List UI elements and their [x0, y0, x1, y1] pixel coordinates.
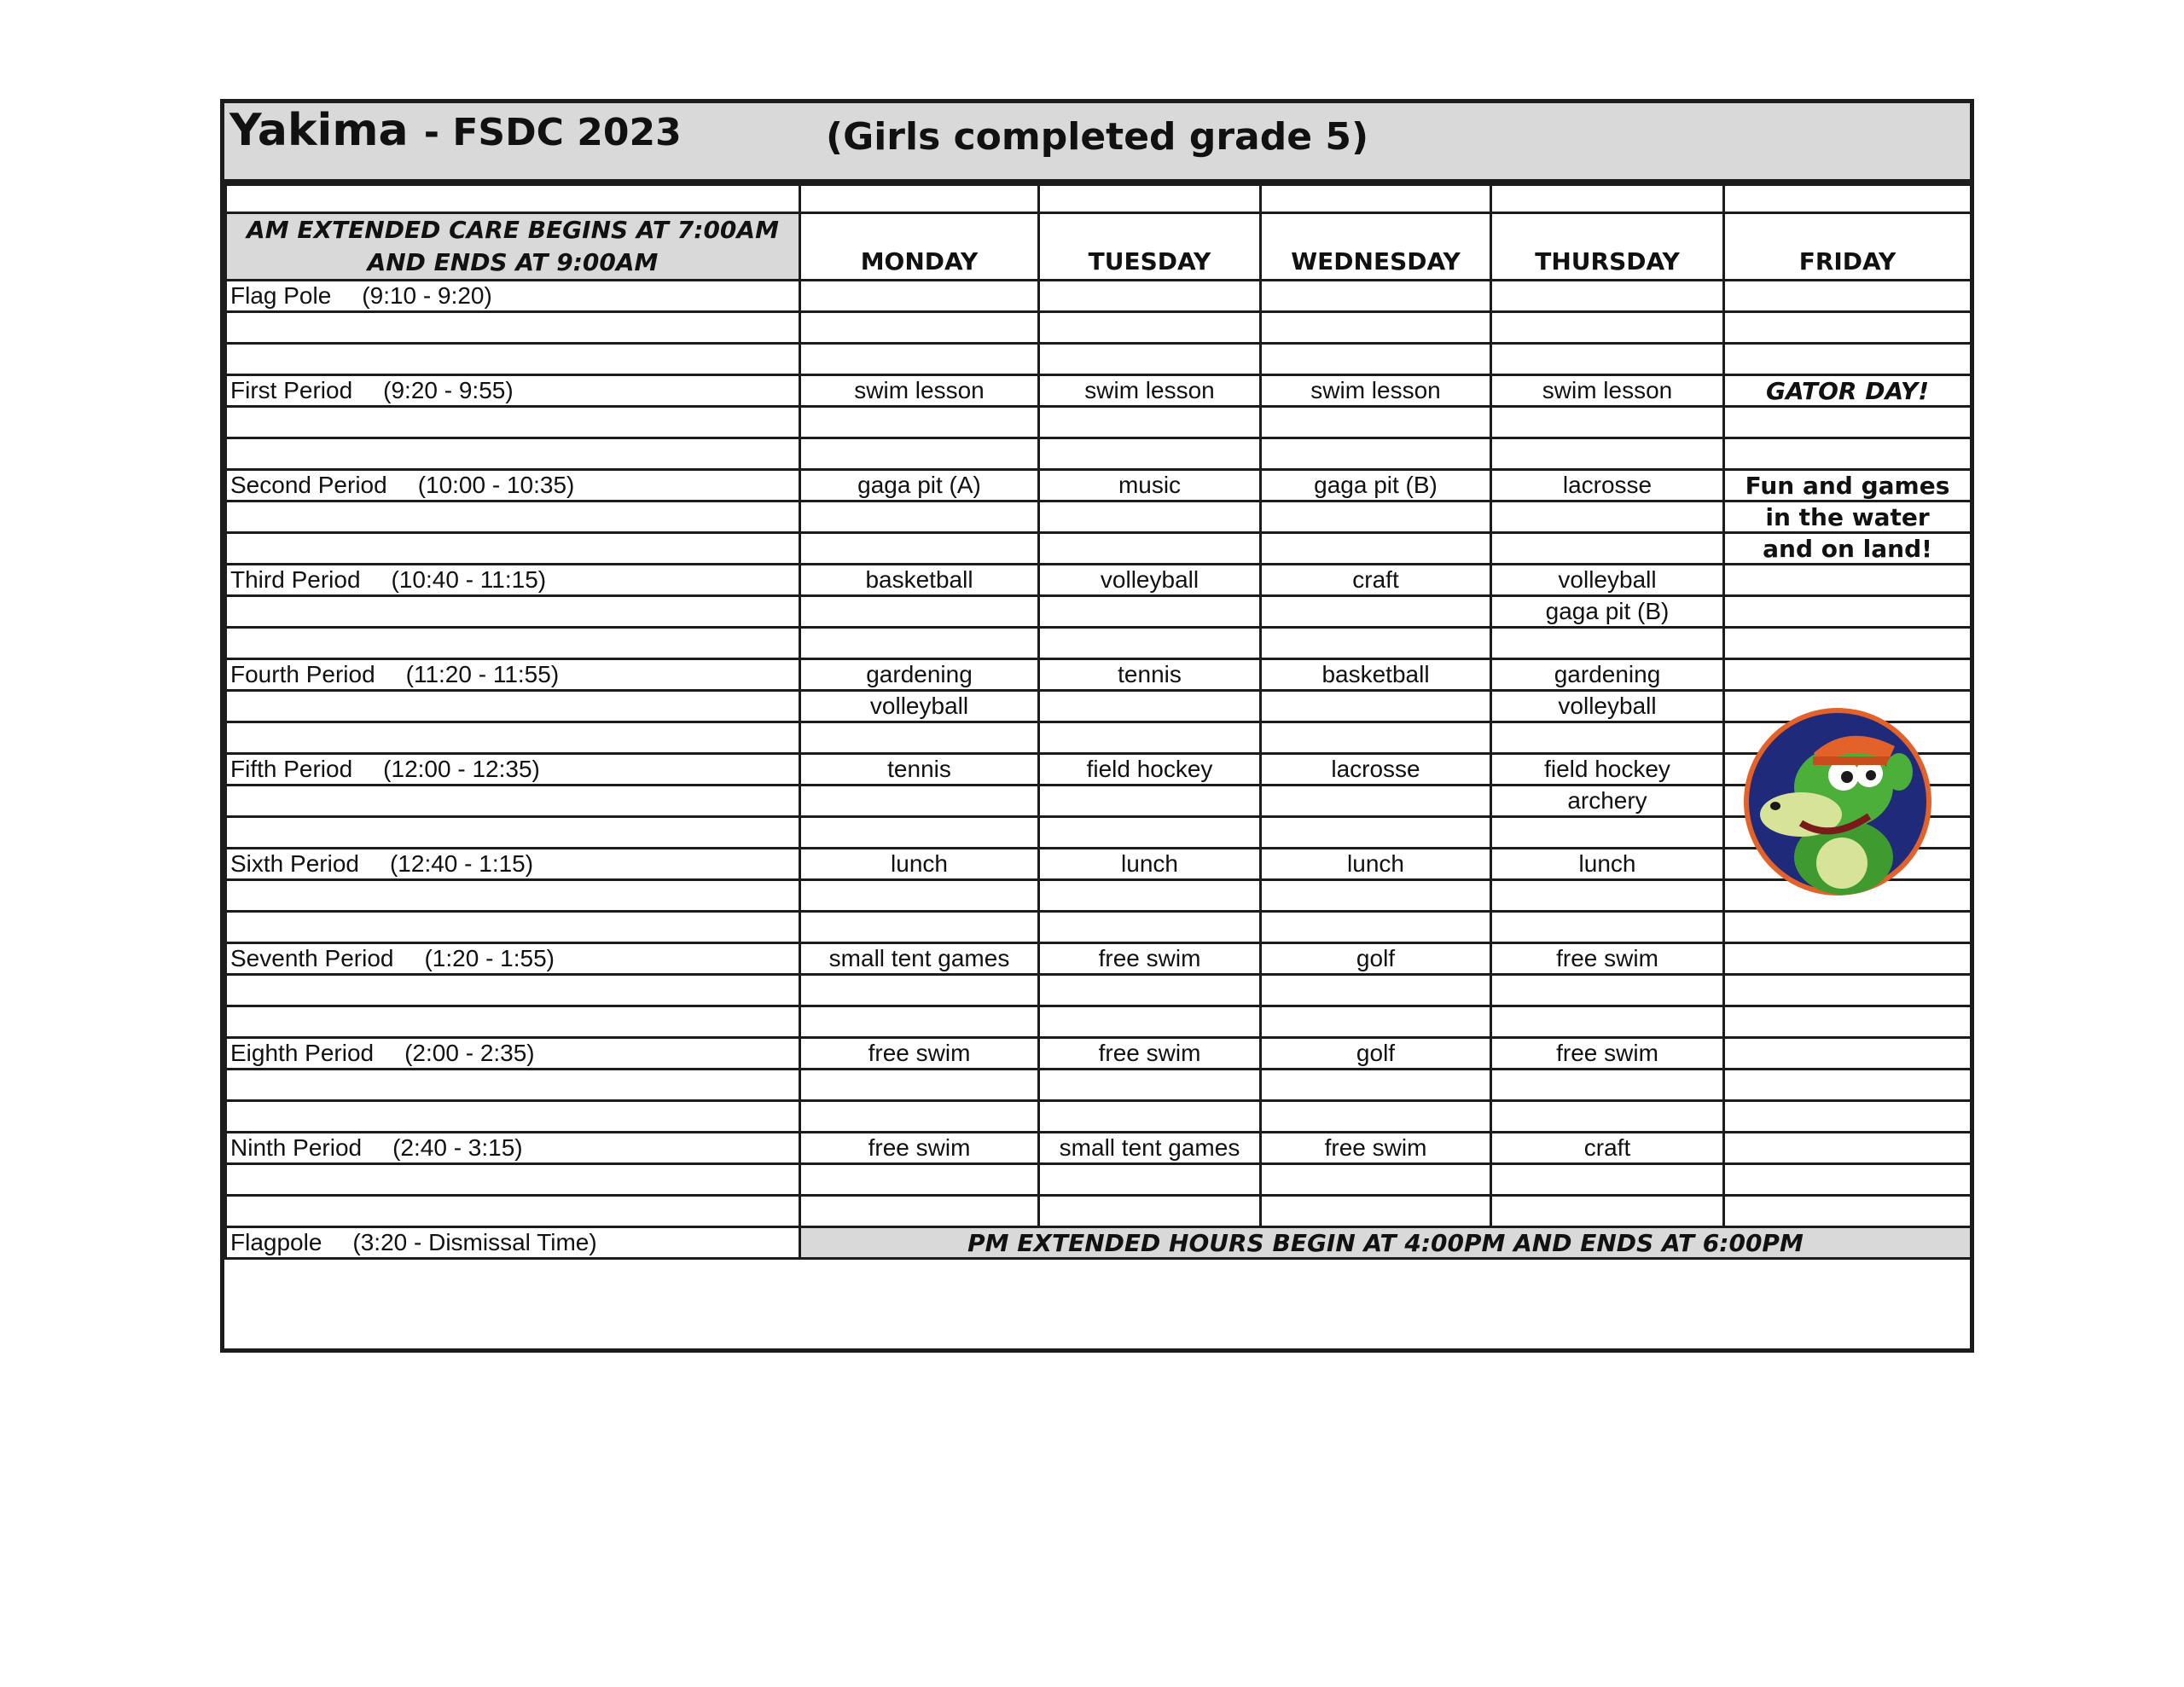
activity-cell: swim lesson	[800, 375, 1039, 407]
activity-cell: gardening	[800, 659, 1039, 691]
gator-day-title: GATOR DAY!	[1724, 375, 1972, 407]
table-row	[226, 754, 1972, 786]
table-row	[226, 1133, 1972, 1164]
activity-cell: field hockey	[1039, 754, 1261, 786]
period-label: Third Period (10:40 - 11:15)	[226, 565, 800, 596]
activity-cell: small tent games	[800, 943, 1039, 975]
title-location: Yakima	[229, 105, 409, 156]
activity-cell: volleyball	[1039, 565, 1261, 596]
table-row	[226, 375, 1972, 407]
title-program: - FSDC 2023	[423, 111, 682, 154]
activity-cell: lacrosse	[1261, 754, 1491, 786]
activity-cell: free swim	[1039, 943, 1261, 975]
activity-cell: music	[1039, 470, 1261, 501]
period-label: Fourth Period (11:20 - 11:55)	[226, 659, 800, 691]
activity-cell: volleyball	[1491, 691, 1724, 722]
gator-mascot-icon	[1741, 705, 1934, 898]
table-row	[226, 1227, 1972, 1259]
day-wednesday: WEDNESDAY	[1261, 213, 1491, 281]
schedule-sheet	[220, 99, 1974, 1353]
activity-cell: swim lesson	[1261, 375, 1491, 407]
activity-cell: swim lesson	[1039, 375, 1261, 407]
activity-cell: tennis	[1039, 659, 1261, 691]
period-label: Seventh Period (1:20 - 1:55)	[226, 943, 800, 975]
activity-cell: volleyball	[1491, 565, 1724, 596]
activity-cell: volleyball	[800, 691, 1039, 722]
day-header-row	[226, 213, 1972, 281]
activity-cell: free swim	[1039, 1038, 1261, 1070]
friday-note-line: and on land!	[1724, 533, 1972, 565]
activity-cell: small tent games	[1039, 1133, 1261, 1164]
period-label: Flagpole (3:20 - Dismissal Time)	[226, 1227, 800, 1259]
pm-care-note: PM EXTENDED HOURS BEGIN AT 4:00PM AND ENDS AT 6:00PM	[800, 1227, 1972, 1259]
activity-cell: lunch	[1491, 849, 1724, 880]
table-row	[226, 849, 1972, 880]
schedule-table	[224, 183, 1972, 1260]
table-row	[226, 185, 1972, 213]
activity-cell: free swim	[1261, 1133, 1491, 1164]
activity-cell: golf	[1261, 1038, 1491, 1070]
period-label: First Period (9:20 - 9:55)	[226, 375, 800, 407]
activity-cell: swim lesson	[1491, 375, 1724, 407]
friday-note-line: Fun and games	[1724, 470, 1972, 501]
friday-note-line: in the water	[1724, 501, 1972, 533]
activity-cell: golf	[1261, 943, 1491, 975]
day-tuesday: TUESDAY	[1039, 213, 1261, 281]
page-title	[229, 105, 682, 156]
activity-cell: lunch	[1261, 849, 1491, 880]
day-thursday: THURSDAY	[1491, 213, 1724, 281]
am-care-note: AM EXTENDED CARE BEGINS AT 7:00AM AND ENDS AT 9:00AM	[226, 213, 800, 281]
table-row	[226, 565, 1972, 596]
title-band	[224, 103, 1970, 183]
period-label: Sixth Period (12:40 - 1:15)	[226, 849, 800, 880]
table-row	[226, 1038, 1972, 1070]
day-monday: MONDAY	[800, 213, 1039, 281]
activity-cell: free swim	[1491, 1038, 1724, 1070]
activity-cell: free swim	[800, 1133, 1039, 1164]
activity-cell: archery	[1491, 786, 1724, 817]
activity-cell: gaga pit (B)	[1491, 596, 1724, 628]
activity-cell: field hockey	[1491, 754, 1724, 786]
activity-cell: craft	[1261, 565, 1491, 596]
day-friday: FRIDAY	[1724, 213, 1972, 281]
period-label: Eighth Period (2:00 - 2:35)	[226, 1038, 800, 1070]
table-row	[226, 281, 1972, 312]
table-row	[226, 659, 1972, 691]
activity-cell: gaga pit (A)	[800, 470, 1039, 501]
activity-cell: basketball	[800, 565, 1039, 596]
activity-cell: lunch	[1039, 849, 1261, 880]
table-row	[226, 943, 1972, 975]
activity-cell: lunch	[800, 849, 1039, 880]
table-row	[226, 470, 1972, 501]
activity-cell: free swim	[800, 1038, 1039, 1070]
activity-cell: gardening	[1491, 659, 1724, 691]
activity-cell: craft	[1491, 1133, 1724, 1164]
period-label: Second Period (10:00 - 10:35)	[226, 470, 800, 501]
activity-cell: free swim	[1491, 943, 1724, 975]
activity-cell: basketball	[1261, 659, 1491, 691]
activity-cell: tennis	[800, 754, 1039, 786]
activity-cell: lacrosse	[1491, 470, 1724, 501]
activity-cell: gaga pit (B)	[1261, 470, 1491, 501]
group-subtitle: (Girls completed grade 5)	[826, 115, 1369, 159]
period-label: Ninth Period (2:40 - 3:15)	[226, 1133, 800, 1164]
period-label: Flag Pole (9:10 - 9:20)	[226, 281, 800, 312]
period-label: Fifth Period (12:00 - 12:35)	[226, 754, 800, 786]
